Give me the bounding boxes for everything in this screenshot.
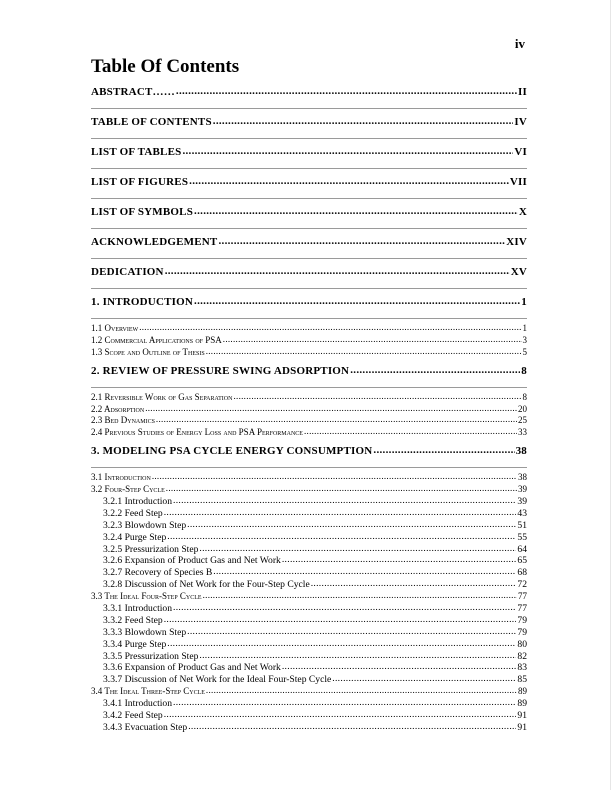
toc-entry-label: 3.3.6 Expansion of Product Gas and Net Work [103, 662, 281, 674]
toc-entry-page: IV [514, 116, 527, 128]
toc-entry-page: 89 [517, 698, 527, 710]
toc-entry-label: 3.2.4 Purge Step [103, 531, 167, 543]
toc-entry-label: 1.3 Scope and Outline of Thesis [91, 346, 205, 357]
toc-entry-label: 3.4.2 Feed Step [103, 710, 163, 722]
dot-leader [164, 614, 517, 626]
toc-entry-label: 2. REVIEW OF PRESSURE SWING ADSORPTION [91, 364, 350, 377]
toc-entry-label: 3.2.6 Expansion of Product Gas and Net Work [103, 555, 281, 567]
dot-leader [213, 566, 516, 578]
toc-entry-page: 43 [517, 507, 527, 519]
toc-entry-page: 20 [518, 403, 527, 414]
toc-entry-label: TABLE OF CONTENTS [91, 116, 212, 128]
toc-entry-major [91, 233, 527, 259]
table-of-contents [91, 83, 527, 734]
dot-leader [199, 543, 516, 555]
dot-leader [164, 507, 517, 519]
toc-entry-label: 2.3 Bed Dynamics [91, 415, 155, 426]
toc-entry-page: 91 [517, 710, 527, 722]
toc-entry-page: 83 [517, 662, 527, 674]
toc-entry-page: 64 [517, 543, 527, 555]
toc-entry-page: 79 [517, 614, 527, 626]
toc-entry-label: 3.2 Four-Step Cycle [91, 484, 165, 495]
toc-entry-label: 3.2.2 Feed Step [103, 507, 163, 519]
toc-entry-label: 3.4.1 Introduction [103, 698, 173, 710]
toc-entry-page: 1 [521, 296, 527, 308]
dot-leader [223, 334, 522, 346]
toc-entry-major [91, 113, 527, 139]
dot-leader [350, 361, 520, 379]
toc-entry-page: 8 [521, 364, 527, 377]
toc-entry-major [91, 203, 527, 229]
toc-entry-page: 3 [522, 334, 527, 345]
dot-leader [206, 346, 522, 358]
toc-entry-label: 3.4 The Ideal Three-Step Cycle [91, 686, 205, 697]
dot-leader [218, 232, 505, 250]
dot-leader [187, 626, 516, 638]
toc-entry-page: 77 [517, 603, 527, 615]
toc-entry-label: 3.3.2 Feed Step [103, 614, 163, 626]
dot-leader [332, 673, 516, 685]
dot-leader [188, 721, 516, 733]
toc-entry-page: 79 [517, 626, 527, 638]
toc-entry-page: 51 [517, 519, 527, 531]
dot-leader [194, 292, 520, 310]
dot-leader [189, 172, 509, 190]
toc-entry-label: 1.1 Overview [91, 323, 139, 333]
toc-entry-label: 3. MODELING PSA CYCLE ENERGY CONSUMPTION [91, 445, 373, 458]
toc-entry-label: 3.3.1 Introduction [103, 603, 173, 615]
dot-leader [152, 471, 517, 483]
dot-leader [304, 426, 517, 438]
toc-entry-major [91, 173, 527, 199]
toc-entry-page: VI [514, 146, 527, 158]
toc-entry-page: 82 [517, 650, 527, 662]
toc-entry-page: 5 [522, 346, 527, 357]
dot-leader [373, 441, 514, 459]
dot-leader [182, 142, 513, 160]
dot-leader [164, 709, 517, 721]
toc-entry-page: 68 [517, 567, 527, 579]
toc-entry-sub [91, 722, 527, 734]
dot-leader [233, 391, 521, 403]
toc-entry-page: XIV [506, 236, 527, 248]
toc-entry-page: 39 [518, 484, 527, 495]
toc-entry-major [91, 263, 527, 289]
toc-entry-major [91, 83, 527, 109]
toc-entry-label: 3.3.5 Pressurization Step [103, 650, 199, 662]
toc-entry-page: 25 [518, 415, 527, 426]
toc-entry-label: ABSTRACT…… [91, 86, 175, 98]
dot-leader [176, 82, 517, 100]
toc-entry-page: 1 [522, 323, 527, 333]
toc-entry-label: ACKNOWLEDGEMENT [91, 236, 218, 248]
dot-leader [199, 650, 516, 662]
dot-leader [166, 483, 517, 495]
toc-entry-page: 33 [518, 427, 527, 438]
toc-entry-label: 3.2.8 Discussion of Net Work for the Four-Step Cycle [103, 579, 310, 591]
toc-entry-label: 3.1 Introduction [91, 472, 151, 483]
dot-leader [194, 202, 518, 220]
toc-entry-major [91, 143, 527, 169]
toc-entry-label: 1. INTRODUCTION [91, 296, 194, 308]
toc-entry-page: 89 [518, 686, 527, 697]
dot-leader [167, 531, 516, 543]
toc-entry-major [91, 442, 527, 468]
toc-entry-label: 3.3.7 Discussion of Net Work for the Ideal Four-Step Cycle [103, 674, 332, 686]
toc-entry-page: 77 [518, 591, 527, 602]
toc-entry-sec [91, 427, 527, 439]
dot-leader [139, 322, 521, 334]
dot-leader [173, 697, 516, 709]
toc-entry-label: 3.3.3 Blowdown Step [103, 626, 187, 638]
toc-entry-label: 3.2.1 Introduction [103, 496, 173, 508]
toc-entry-label: LIST OF FIGURES [91, 176, 189, 188]
toc-entry-major [91, 362, 527, 388]
dot-leader [173, 495, 516, 507]
dot-leader [167, 638, 516, 650]
dot-leader [213, 112, 514, 130]
toc-entry-label: 2.4 Previous Studies of Energy Loss and PSA Performance [91, 427, 303, 438]
dot-leader [311, 578, 517, 590]
dot-leader [145, 403, 517, 415]
toc-entry-label: 3.4.3 Evacuation Step [103, 721, 188, 733]
toc-entry-label: 1.2 Commercial Applications of PSA [91, 334, 222, 345]
dot-leader [187, 519, 516, 531]
toc-entry-page: 85 [517, 674, 527, 686]
toc-entry-page: 55 [517, 531, 527, 543]
dot-leader [282, 554, 517, 566]
toc-entry-page: II [518, 86, 527, 98]
toc-entry-major [91, 293, 527, 319]
toc-entry-page: XV [510, 266, 527, 278]
toc-entry-page: 65 [517, 555, 527, 567]
toc-entry-label: 2.1 Reversible Work of Gas Separation [91, 391, 233, 402]
dot-leader [173, 602, 516, 614]
toc-entry-page: 72 [517, 579, 527, 591]
toc-entry-page: 91 [517, 721, 527, 733]
toc-entry-page: X [518, 206, 527, 218]
page-title: Table Of Contents [91, 56, 240, 77]
toc-entry-page: VII [509, 176, 527, 188]
toc-entry-page: 39 [517, 496, 527, 508]
dot-leader [282, 661, 517, 673]
dot-leader [156, 414, 517, 426]
toc-entry-label: 3.2.5 Pressurization Step [103, 543, 199, 555]
toc-entry-page: 38 [515, 445, 527, 458]
toc-entry-sec [91, 347, 527, 359]
page-number: iv [514, 36, 525, 51]
dot-leader [165, 262, 510, 280]
toc-entry-label: 3.2.3 Blowdown Step [103, 519, 187, 531]
toc-entry-label: 3.3.4 Purge Step [103, 638, 167, 650]
dot-leader [203, 590, 517, 602]
toc-entry-page: 80 [517, 638, 527, 650]
toc-entry-page: 38 [518, 472, 527, 483]
toc-entry-label: 3.2.7 Recovery of Species B [103, 567, 213, 579]
dot-leader [206, 685, 517, 697]
toc-entry-label: LIST OF TABLES [91, 146, 182, 158]
toc-entry-label: 3.3 The Ideal Four-Step Cycle [91, 591, 202, 602]
toc-entry-label: LIST OF SYMBOLS [91, 206, 194, 218]
toc-entry-label: DEDICATION [91, 266, 164, 278]
toc-entry-label: 2.2 Adsorption [91, 403, 145, 414]
toc-entry-page: 8 [522, 391, 527, 402]
